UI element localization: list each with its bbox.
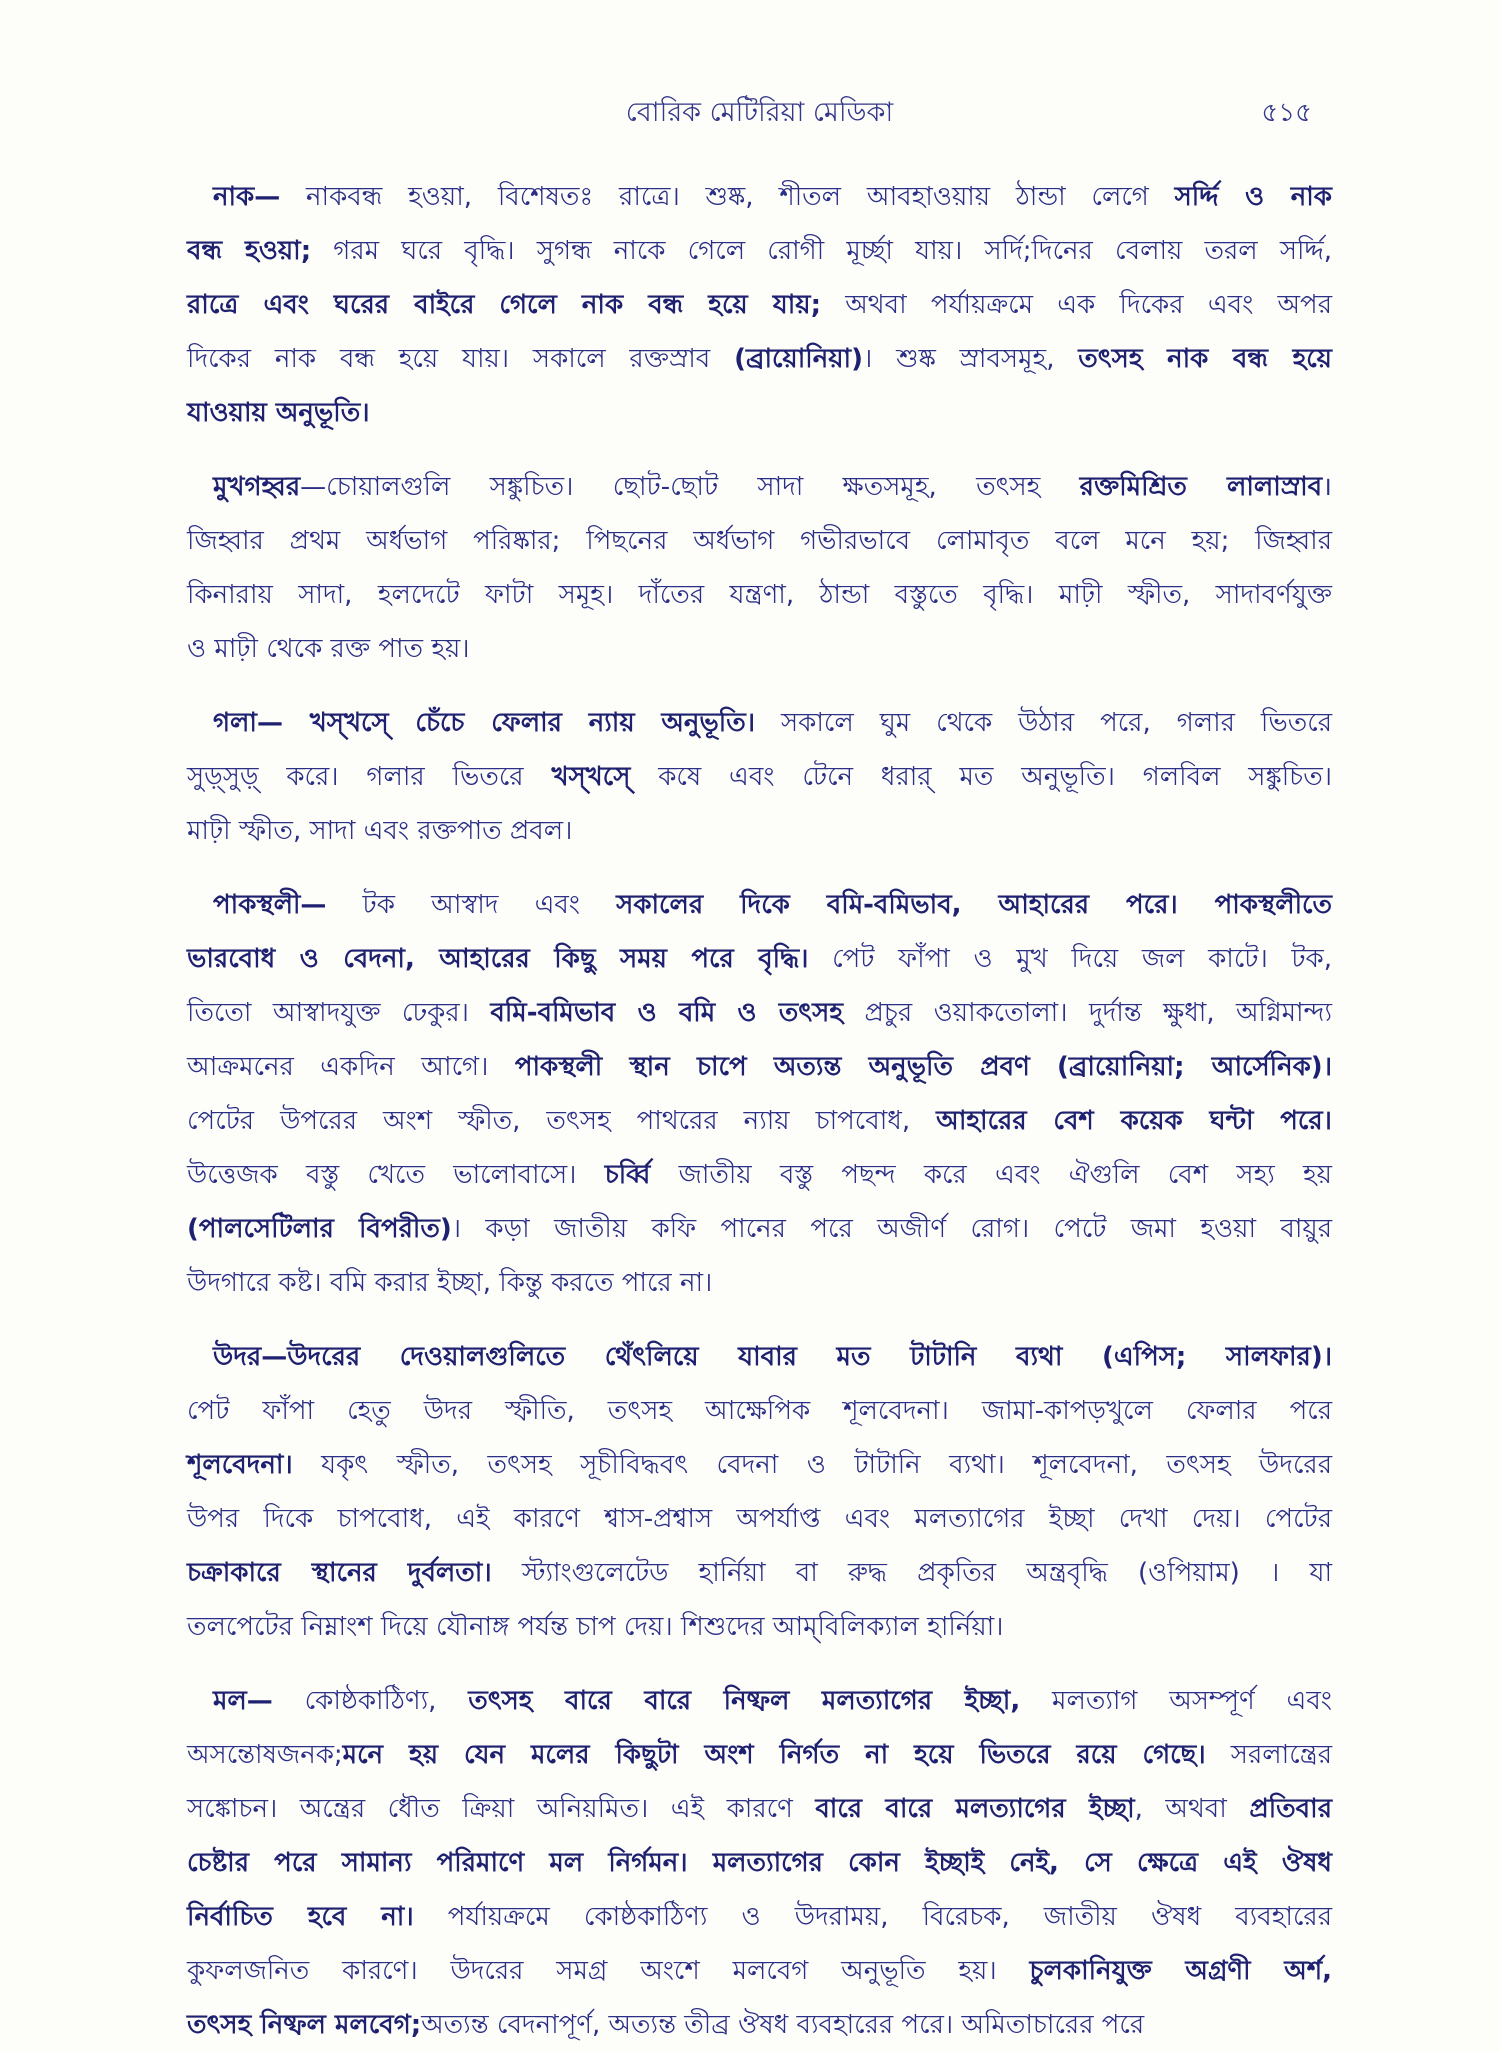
body-text: । কড়া জাতীয় কফি পানের পরে অজীর্ণ রোগ। পেটে জমা হওয়া বায়ুর bbox=[451, 1214, 1332, 1244]
text-line bbox=[187, 1438, 1332, 1492]
body-text: কুফলজনিত কারণে। উদরের সমগ্র অংশে মলবেগ অনুভূতি হয়। bbox=[187, 1956, 1030, 1986]
text-line bbox=[187, 386, 1332, 440]
text-line bbox=[187, 170, 1332, 224]
body-text: তিতো আস্বাদযুক্ত ঢেকুর। bbox=[187, 998, 491, 1028]
paragraph-section bbox=[187, 696, 1332, 858]
body-text: ও মাঢ়ী থেকে রক্ত পাত হয়। bbox=[187, 634, 470, 664]
bold-text: পাকস্থলী— bbox=[213, 890, 327, 920]
body-text: —চোয়ালগুলি সঙ্কুচিত। ছোট-ছোট সাদা ক্ষতসমূহ, তৎসহ bbox=[300, 472, 1080, 502]
bold-text: শূলবেদনা। bbox=[187, 1450, 293, 1480]
text-line bbox=[187, 1492, 1332, 1546]
bold-text: চক্রাকারে স্থানের দুর্বলতা। bbox=[187, 1558, 492, 1588]
text-line bbox=[187, 878, 1332, 932]
body-text: তলপেটের নিম্নাংশ দিয়ে যৌনাঙ্গ পর্যন্ত চাপ দেয়। শিশুদের আম্‌বিলিক্যাল হার্নিয়া। bbox=[187, 1612, 1004, 1642]
bold-text: সর্দ্দি ও নাক bbox=[1174, 182, 1333, 212]
text-line bbox=[187, 1674, 1332, 1728]
text-line bbox=[187, 1728, 1332, 1782]
body-text: গরম ঘরে বৃদ্ধি। সুগন্ধ নাকে গেলে রোগী মূর্চ্ছা যায়। সর্দি;দিনের বেলায় তরল সর্দ্দি, bbox=[311, 236, 1332, 266]
body-text: । bbox=[1322, 472, 1332, 502]
page-body bbox=[187, 150, 1332, 2052]
body-text: নাকবন্ধ হওয়া, বিশেষতঃ রাত্রে। শুষ্ক, শীতল আবহাওয়ায় ঠান্ডা লেগে bbox=[280, 182, 1175, 212]
bold-text: (পালসেটিলার বিপরীত) bbox=[187, 1214, 452, 1244]
text-line bbox=[187, 622, 1332, 676]
body-text: কোষ্ঠকাঠিণ্য, bbox=[272, 1686, 469, 1716]
text-line bbox=[187, 1202, 1332, 1256]
body-text: অসন্তোষজনক; bbox=[187, 1740, 343, 1770]
body-text: কষে এবং টেনে ধরার্‌ মত অনুভূতি। গলবিল সঙ্কুচিত। bbox=[630, 762, 1333, 792]
text-line bbox=[187, 1384, 1332, 1438]
body-text: পেট ফাঁপা হেতু উদর স্ফীতি, তৎসহ আক্ষেপিক শূলবেদনা। জামা-কাপড়খুলে ফেলার পরে bbox=[187, 1396, 1332, 1426]
bold-text: উদর—উদরের দেওয়ালগুলিতে থেঁৎলিয়ে যাবার মত টাটানি ব্যথা (এপিস; সালফার)। bbox=[213, 1342, 1332, 1372]
text-line bbox=[187, 1890, 1332, 1944]
text-line bbox=[187, 278, 1332, 332]
body-text: প্রচুর ওয়াকতোলা। দুর্দান্ত ক্ষুধা, অগ্নিমান্দ্য bbox=[843, 998, 1332, 1028]
text-line bbox=[187, 1148, 1332, 1202]
body-text: মলত্যাগ অসম্পূর্ণ এবং bbox=[1020, 1686, 1333, 1716]
bold-text: চর্ব্বি bbox=[604, 1160, 651, 1190]
text-line bbox=[187, 932, 1332, 986]
body-text: উদগারে কষ্ট। বমি করার ইচ্ছা, কিন্তু করতে পারে না। bbox=[187, 1268, 713, 1298]
bold-text: বারে বারে মলত্যাগের ইচ্ছা bbox=[815, 1794, 1135, 1824]
body-text: টক আস্বাদ এবং bbox=[326, 890, 617, 920]
body-text: সরলান্ত্রের bbox=[1205, 1740, 1332, 1770]
text-line bbox=[187, 986, 1332, 1040]
bold-text: পাকস্থলী স্থান চাপে অত্যন্ত অনুভূতি প্রবণ (ব্রায়োনিয়া; আর্সেনিক)। bbox=[514, 1052, 1332, 1082]
book-title: বোরিক মেটিরিয়া মেডিকা bbox=[625, 97, 894, 128]
body-text: অথবা পর্যায়ক্রমে এক দিকের এবং অপর bbox=[821, 290, 1332, 320]
text-line bbox=[187, 332, 1332, 386]
text-line bbox=[187, 1998, 1332, 2052]
body-text: সঙ্কোচন। অন্ত্রের ধৌত ক্রিয়া অনিয়মিত। এই কারণে bbox=[187, 1794, 816, 1824]
bold-text: (ব্রায়োনিয়া) bbox=[734, 344, 863, 374]
text-line bbox=[187, 224, 1332, 278]
bold-text: রক্তমিশ্রিত লালাস্রাব bbox=[1079, 472, 1323, 502]
text-line bbox=[187, 1546, 1332, 1600]
body-text: উপর দিকে চাপবোধ, এই কারণে শ্বাস-প্রশ্বাস অপর্যাপ্ত এবং মলত্যাগের ইচ্ছা দেখা দেয়। পেটের bbox=[187, 1504, 1332, 1534]
body-text: পেটের উপরের অংশ স্ফীত, তৎসহ পাথরের ন্যায় চাপবোধ, bbox=[187, 1106, 937, 1136]
page-number: ৫১৫ bbox=[1261, 98, 1312, 128]
bold-text: ভারবোধ ও বেদনা, আহারের কিছু সময় পরে বৃদ্ধি। bbox=[187, 944, 809, 974]
text-line bbox=[187, 514, 1332, 568]
body-text: , অথবা bbox=[1134, 1794, 1250, 1824]
body-text: দিকের নাক বন্ধ হয়ে যায়। সকালে রক্তস্রাব bbox=[187, 344, 735, 374]
bold-text: আহারের বেশ কয়েক ঘন্টা পরে। bbox=[936, 1106, 1332, 1136]
bold-text: বমি-বমিভাব ও বমি ও তৎসহ bbox=[490, 998, 844, 1028]
bold-text: প্রতিবার bbox=[1249, 1794, 1332, 1824]
bold-text: তৎসহ নিষ্ফল মলবেগ; bbox=[187, 2010, 422, 2040]
body-text: । শুষ্ক স্রাবসমূহ, bbox=[862, 344, 1079, 374]
body-text: পেট ফাঁপা ও মুখ দিয়ে জল কাটে। টক, bbox=[808, 944, 1332, 974]
text-line bbox=[187, 1256, 1332, 1310]
bold-text: নাক— bbox=[213, 182, 281, 212]
text-line bbox=[187, 460, 1332, 514]
text-line bbox=[187, 696, 1332, 750]
body-text: আক্রমনের একদিন আগে। bbox=[187, 1052, 515, 1082]
paragraph-section bbox=[187, 460, 1332, 676]
text-line bbox=[187, 1782, 1332, 1836]
body-text: স্ট্যাংগুলেটেড হার্নিয়া বা রুদ্ধ প্রকৃতির অন্ত্রবৃদ্ধি (ওপিয়াম) । যা bbox=[491, 1558, 1332, 1588]
body-text: উত্তেজক বস্তু খেতে ভালোবাসে। bbox=[187, 1160, 605, 1190]
paragraph-section bbox=[187, 878, 1332, 1310]
body-text: সকালে ঘুম থেকে উঠার পরে, গলার ভিতরে bbox=[755, 708, 1332, 738]
bold-text: বন্ধ হওয়া; bbox=[187, 236, 312, 266]
text-line bbox=[187, 1330, 1332, 1384]
bold-text: রাত্রে এবং ঘরের বাইরে গেলে নাক বন্ধ হয়ে যায়; bbox=[187, 290, 822, 320]
text-line bbox=[187, 1094, 1332, 1148]
bold-text: যাওয়ায় অনুভূতি। bbox=[187, 398, 370, 428]
paragraph-section bbox=[187, 1330, 1332, 1654]
bold-text: তৎসহ বারে বারে নিষ্ফল মলত্যাগের ইচ্ছা, bbox=[468, 1686, 1021, 1716]
text-line bbox=[187, 804, 1332, 858]
body-text: কিনারায় সাদা, হলদেটে ফাটা সমূহ। দাঁতের যন্ত্রণা, ঠান্ডা বস্তুতে বৃদ্ধি। মাঢ়ী স্ফীত, সাদাবর্ণযুক্ত bbox=[187, 580, 1332, 610]
paragraph-section bbox=[187, 170, 1332, 440]
bold-text: মুখগহ্বর bbox=[213, 472, 301, 502]
bold-text: চুলকানিযুক্ত অগ্রণী অর্শ, bbox=[1029, 1956, 1332, 1986]
body-text: সুড়্‌সুড়্‌ করে। গলার ভিতরে bbox=[187, 762, 552, 792]
body-text: মাঢ়ী স্ফীত, সাদা এবং রক্তপাত প্রবল। bbox=[187, 816, 573, 846]
bold-text: চেষ্টার পরে সামান্য পরিমাণে মল নির্গমন। মলত্যাগের কোন ইচ্ছাই নেই, সে ক্ষেত্রে এই ঔষধ bbox=[187, 1848, 1332, 1878]
bold-text: নির্বাচিত হবে না। bbox=[187, 1902, 414, 1932]
body-text: পর্যায়ক্রমে কোষ্ঠকাঠিণ্য ও উদরাময়, বিরেচক, জাতীয় ঔষধ ব্যবহারের bbox=[413, 1902, 1333, 1932]
bold-text: মনে হয় যেন মলের কিছুটা অংশ নির্গত না হয়ে ভিতরে রয়ে গেছে। bbox=[342, 1740, 1206, 1770]
bold-text: তৎসহ নাক বন্ধ হয়ে bbox=[1078, 344, 1332, 374]
text-line bbox=[187, 1944, 1332, 1998]
body-text: যকৃৎ স্ফীত, তৎসহ সূচীবিদ্ধবৎ বেদনা ও টাটানি ব্যথা। শূলবেদনা, তৎসহ উদরের bbox=[292, 1450, 1332, 1480]
bold-text: খস্‌খসে্‌ bbox=[551, 762, 631, 792]
body-text: অত্যন্ত বেদনাপূর্ণ, অত্যন্ত তীব্র ঔষধ ব্যবহারের পরে। অমিতাচারের পরে bbox=[421, 2010, 1145, 2040]
text-line bbox=[187, 1600, 1332, 1654]
text-line bbox=[187, 750, 1332, 804]
bold-text: গলা— খস্‌খসে্‌ চেঁচে ফেলার ন্যায় অনুভূতি। bbox=[213, 708, 756, 738]
bold-text: মল— bbox=[213, 1686, 273, 1716]
text-line bbox=[187, 1040, 1332, 1094]
body-text: জিহ্বার প্রথম অর্ধভাগ পরিষ্কার; পিছনের অর্ধভাগ গভীরভাবে লোমাবৃত বলে মনে হয়; জিহ্বার bbox=[187, 526, 1332, 556]
running-header bbox=[187, 92, 1332, 132]
text-line bbox=[187, 568, 1332, 622]
body-text: জাতীয় বস্তু পছন্দ করে এবং ঐগুলি বেশ সহ্য হয় bbox=[650, 1160, 1332, 1190]
paragraph-section bbox=[187, 1674, 1332, 2052]
bold-text: সকালের দিকে বমি-বমিভাব, আহারের পরে। পাকস্থলীতে bbox=[616, 890, 1332, 920]
text-line bbox=[187, 1836, 1332, 1890]
